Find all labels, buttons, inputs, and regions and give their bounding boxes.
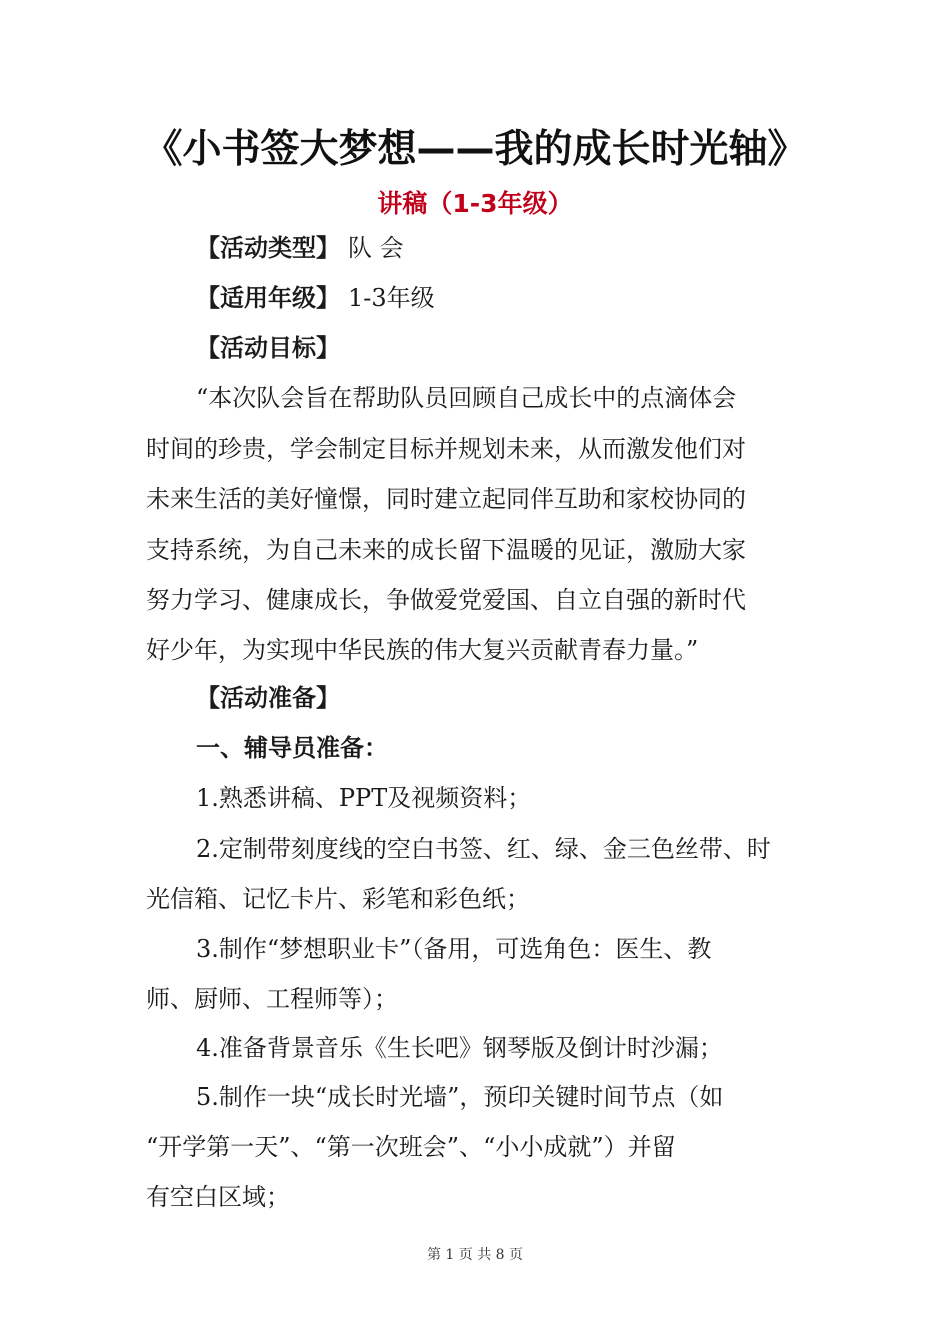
prep-item-line: 1.熟悉讲稿、PPT及视频资料； — [196, 784, 532, 812]
document-title: 《小书签大梦想——我的成长时光轴》 — [143, 127, 807, 172]
prep-item-line: “开学第一天”、“第一次班会”、“小小成就”）并留 — [146, 1133, 676, 1161]
goal-paragraph-line: 好少年，为实现中华民族的伟大复兴贡献青春力量。” — [146, 636, 699, 664]
prep-heading: 【活动准备】 — [196, 684, 340, 712]
prep-item-line: 师、厨师、工程师等）； — [146, 985, 398, 1013]
grade-label: 【适用年级】 — [196, 284, 340, 312]
goal-paragraph-line: “本次队会旨在帮助队员回顾自己成长中的点滴体会 — [196, 384, 737, 412]
prep-item-line: 光信箱、记忆卡片、彩笔和彩色纸； — [146, 885, 530, 913]
prep-item-line: 2.定制带刻度线的空白书签、红、绿、金三色丝带、时 — [196, 835, 771, 863]
prep-sub-heading: 一、辅导员准备： — [196, 734, 388, 762]
goal-heading: 【活动目标】 — [196, 334, 340, 362]
prep-item-line: 有空白区域； — [146, 1183, 290, 1211]
activity-type-value: 队 会 — [348, 234, 404, 262]
activity-type-label: 【活动类型】 — [196, 234, 340, 262]
grade-value: 1-3年级 — [348, 284, 435, 312]
activity-type-row — [196, 233, 404, 263]
goal-paragraph-line: 支持系统，为自己未来的成长留下温暖的见证，激励大家 — [146, 536, 746, 564]
document-subtitle: 讲稿（1-3年级） — [377, 189, 573, 218]
goal-paragraph-line: 未来生活的美好憧憬，同时建立起同伴互助和家校协同的 — [146, 485, 746, 513]
goal-paragraph-line: 努力学习、健康成长，争做爱党爱国、自立自强的新时代 — [146, 586, 746, 614]
prep-item-line: 5.制作一块“成长时光墙”，预印关键时间节点（如 — [196, 1083, 724, 1111]
page-footer: 第 1 页 共 8 页 — [426, 1247, 524, 1263]
prep-item-line: 3.制作“梦想职业卡”（备用，可选角色：医生、教 — [196, 935, 712, 963]
goal-paragraph-line: 时间的珍贵，学会制定目标并规划未来，从而激发他们对 — [146, 435, 746, 463]
prep-item-line: 4.准备背景音乐《生长吧》钢琴版及倒计时沙漏； — [196, 1034, 723, 1062]
grade-row — [196, 283, 435, 313]
